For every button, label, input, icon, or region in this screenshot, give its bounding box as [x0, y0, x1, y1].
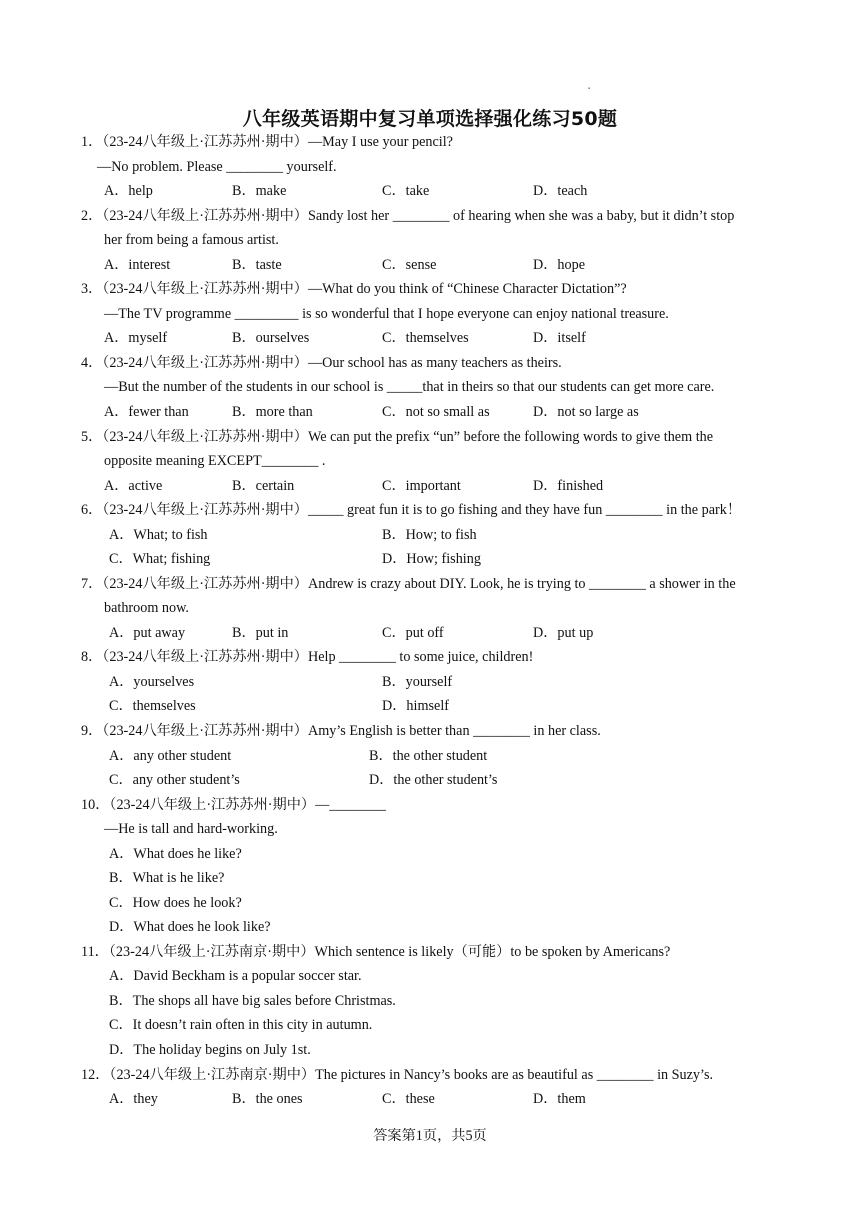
question-5-option-c: C．important: [382, 478, 461, 494]
question-3-stem: 3．（23-24八年级上·江苏苏州·期中）—What do you think of “Chinese Character Dictation”?: [81, 281, 627, 297]
question-11-option-b: B．The shops all have big sales before Christmas.: [109, 993, 396, 1009]
question-12-option-d: D．them: [533, 1091, 586, 1107]
question-2-stem-line2: her from being a famous artist.: [104, 232, 279, 248]
question-2-option-b: B．taste: [232, 257, 282, 273]
question-10-option-a: A．What does he like?: [109, 846, 242, 862]
question-12-option-c: C．these: [382, 1091, 435, 1107]
question-3-option-c: C．themselves: [382, 330, 469, 346]
question-8-option-d: D．himself: [382, 698, 449, 714]
question-7-stem: 7．（23-24八年级上·江苏苏州·期中）Andrew is crazy about DIY. Look, he is trying to ________ a shower in the: [81, 576, 736, 592]
question-7-option-b: B．put in: [232, 625, 289, 641]
question-4-option-c: C．not so small as: [382, 404, 490, 420]
question-5-stem: 5．（23-24八年级上·江苏苏州·期中）We can put the prefix “un” before the following words to give them the: [81, 429, 714, 445]
question-2-option-c: C．sense: [382, 257, 437, 273]
question-12-stem: 12．（23-24八年级上·江苏南京·期中）The pictures in Nancy’s books are as beautiful as ________ in Suzy’s.: [81, 1067, 714, 1083]
question-2-stem: 2．（23-24八年级上·江苏苏州·期中）Sandy lost her ________ of hearing when she was a baby, but it didn’t stop: [81, 208, 735, 224]
question-6-stem: 6．（23-24八年级上·江苏苏州·期中）_____ great fun it is to go fishing and they have fun ________ in the park！: [81, 502, 742, 518]
question-7-stem-line2: bathroom now.: [104, 600, 189, 616]
question-9-option-b: B．the other student: [369, 748, 488, 764]
question-11-option-a: A．David Beckham is a popular soccer star.: [109, 968, 362, 984]
question-9-option-d: D．the other student’s: [369, 772, 498, 788]
question-6-option-b: B．How; to fish: [382, 527, 477, 543]
question-6-option-a: A．What; to fish: [109, 527, 208, 543]
question-7-option-c: C．put off: [382, 625, 444, 641]
question-3-option-b: B．ourselves: [232, 330, 310, 346]
question-6-option-d: D．How; fishing: [382, 551, 481, 567]
question-4-option-a: A．fewer than: [104, 404, 189, 420]
question-10-option-b: B．What is he like?: [109, 870, 225, 886]
question-8-option-c: C．themselves: [109, 698, 196, 714]
question-9-stem: 9．（23-24八年级上·江苏苏州·期中）Amy’s English is better than ________ in her class.: [81, 723, 601, 739]
question-2-option-d: D．hope: [533, 257, 586, 273]
question-1-stem-line2: —No problem. Please ________ yourself.: [97, 159, 337, 175]
question-4-option-d: D．not so large as: [533, 404, 639, 420]
question-8-stem: 8．（23-24八年级上·江苏苏州·期中）Help ________ to some juice, children!: [81, 649, 534, 665]
question-11-option-c: C．It doesn’t rain often in this city in autumn.: [109, 1017, 373, 1033]
question-11-option-d: D．The holiday begins on July 1st.: [109, 1042, 311, 1058]
question-6-option-c: C．What; fishing: [109, 551, 211, 567]
question-8-option-b: B．yourself: [382, 674, 453, 690]
question-10-stem: 10．（23-24八年级上·江苏苏州·期中）—________: [81, 797, 387, 813]
question-2-option-a: A．interest: [104, 257, 171, 273]
question-8-option-a: A．yourselves: [109, 674, 195, 690]
question-12-option-a: A．they: [109, 1091, 158, 1107]
question-1-option-a: A．help: [104, 183, 153, 199]
question-3-stem-line2: —The TV programme _________ is so wonderful that I hope everyone can enjoy national treasure.: [104, 306, 669, 322]
question-3-option-a: A．myself: [104, 330, 168, 346]
question-11-stem: 11．（23-24八年级上·江苏南京·期中）Which sentence is likely（可能）to be spoken by Americans?: [81, 944, 671, 960]
question-4-option-b: B．more than: [232, 404, 313, 420]
question-1-option-b: B．make: [232, 183, 287, 199]
question-5-option-d: D．finished: [533, 478, 604, 494]
question-10-stem-line2: —He is tall and hard-working.: [104, 821, 278, 837]
page-title: 八年级英语期中复习单项选择强化练习50题: [242, 108, 618, 130]
question-5-stem-line2: opposite meaning EXCEPT________ .: [104, 453, 326, 469]
question-7-option-a: A．put away: [109, 625, 186, 641]
question-1-option-d: D．teach: [533, 183, 588, 199]
question-4-stem: 4．（23-24八年级上·江苏苏州·期中）—Our school has as many teachers as theirs.: [81, 355, 562, 371]
question-10-option-c: C．How does he look?: [109, 895, 242, 911]
question-9-option-c: C．any other student’s: [109, 772, 240, 788]
question-3-option-d: D．itself: [533, 330, 586, 346]
question-1-option-c: C．take: [382, 183, 430, 199]
question-4-stem-line2: —But the number of the students in our school is _____that in theirs so that our students can get more care.: [104, 379, 715, 395]
question-7-option-d: D．put up: [533, 625, 594, 641]
question-12-option-b: B．the ones: [232, 1091, 303, 1107]
decorative-dot: ▪: [588, 86, 591, 92]
question-5-option-b: B．certain: [232, 478, 295, 494]
question-1-stem: 1．（23-24八年级上·江苏苏州·期中）—May I use your pencil?: [81, 134, 453, 150]
question-9-option-a: A．any other student: [109, 748, 232, 764]
question-5-option-a: A．active: [104, 478, 163, 494]
page-footer: 答案第1页，共5页: [373, 1128, 487, 1144]
question-10-option-d: D．What does he look like?: [109, 919, 271, 935]
